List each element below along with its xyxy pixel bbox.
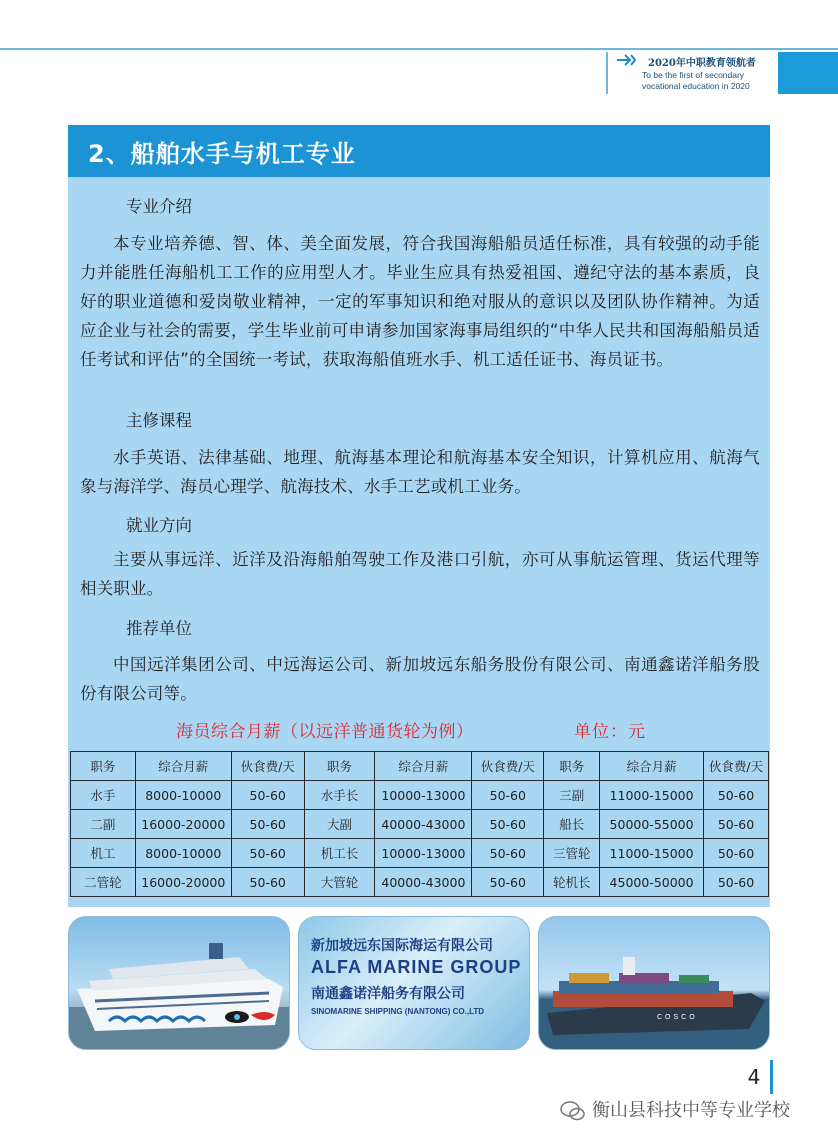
header-cell: 伙食费/天 [704,752,769,781]
salary-header-row [71,752,769,781]
table-cell: 16000-20000 [135,868,231,897]
table-cell: 机工 [71,839,136,868]
sign-line-2: ALFA MARINE GROUP [311,957,522,977]
employers-text: 中国远洋集团公司、中远海运公司、新加坡远东船务股份有限公司、南通鑫诺洋船务股份有限公司等。 [80,655,760,703]
table-cell: 三管轮 [544,839,600,868]
table-cell: 50-60 [472,810,544,839]
header-rule [0,48,838,50]
table-row [71,868,769,897]
header-accent-bar [778,52,838,94]
table-cell: 50-60 [231,868,304,897]
header-title: 2020年中职教育领航者 [648,58,756,69]
header-cell: 伙食费/天 [472,752,544,781]
table-cell: 40000-43000 [375,810,472,839]
table-cell: 二副 [71,810,136,839]
table-cell: 水手长 [304,781,375,810]
salary-table [70,751,769,897]
table-cell: 50-60 [231,810,304,839]
cruise-ship-photo [68,916,290,1050]
table-cell: 8000-10000 [135,781,231,810]
sign-line-1: 新加坡远东国际海运有限公司 [311,938,493,954]
double-arrow-icon [616,54,636,70]
table-cell: 50000-55000 [600,810,704,839]
table-cell: 大副 [304,810,375,839]
table-cell: 50-60 [704,839,769,868]
employers-heading: 推荐单位 [126,619,192,638]
header-cell: 伙食费/天 [231,752,304,781]
table-cell: 8000-10000 [135,839,231,868]
table-cell: 10000-13000 [375,781,472,810]
intro-paragraph [80,229,760,374]
table-cell: 50-60 [231,781,304,810]
courses-text: 水手英语、法律基础、地理、航海基本理论和航海基本安全知识，计算机应用、航海气象与海洋学、海员心理学、航海技术、水手工艺或机工业务。 [80,448,760,496]
table-row [71,781,769,810]
watermark-text: 衡山县科技中等专业学校 [592,1100,790,1121]
section-title: 2、船舶水手与机工专业 [88,140,356,168]
table-cell: 轮机长 [544,868,600,897]
header-cell: 职务 [304,752,375,781]
career-text: 主要从事远洋、近洋及沿海船舶驾驶工作及港口引航，亦可从事航运管理、货运代理等相关职业。 [80,550,760,598]
courses-paragraph [80,443,760,501]
salary-unit: 单位：元 [574,722,646,742]
intro-text: 本专业培养德、智、体、美全面发展，符合我国海船船员适任标准，具有较强的动手能力并能胜任海船机工工作的应用型人才。毕业生应具有热爱祖国、遵纪守法的基本素质，良好的职业道德和爱岗敬业精神，一定的军事知识和绝对服从的意识以及团队协作精神。为适应企业与社会的需要，学生毕业前可申请参加国家海事局组织的“中华人民共和国海船船员适任考试和评估”的全国统一考试，获取海船值班水手、机工适任证书、海员证书。 [80,234,760,369]
header-subtitle-2: vocational education in 2020 [642,81,750,91]
table-cell: 10000-13000 [375,839,472,868]
table-cell: 50-60 [704,781,769,810]
header-cell: 综合月薪 [375,752,472,781]
table-cell: 水手 [71,781,136,810]
table-cell: 16000-20000 [135,810,231,839]
career-heading: 就业方向 [126,516,192,535]
company-sign-photo [298,916,530,1050]
table-cell: 50-60 [704,868,769,897]
career-paragraph [80,545,760,603]
sign-line-3: 南通鑫诺洋船务有限公司 [311,986,465,1002]
table-cell: 船长 [544,810,600,839]
table-cell: 45000-50000 [600,868,704,897]
header-subtitle-1: To be the first of secondary [642,70,745,80]
table-cell: 50-60 [472,781,544,810]
page-number: 4 [747,1065,761,1089]
table-cell: 11000-15000 [600,781,704,810]
employers-paragraph [80,650,760,708]
table-row [71,810,769,839]
wechat-icon [560,1101,586,1125]
ship-hull-text: COSCO [657,1014,698,1021]
table-row [71,839,769,868]
sign-line-4: SINOMARINE SHIPPING (NANTONG) CO.,LTD [311,1007,485,1016]
table-cell: 机工长 [304,839,375,868]
intro-heading: 专业介绍 [126,197,192,216]
salary-title: 海员综合月薪（以远洋普通货轮为例） [176,722,474,742]
table-cell: 50-60 [231,839,304,868]
header-cell: 职务 [544,752,600,781]
page-number-bar [770,1060,773,1094]
table-cell: 11000-15000 [600,839,704,868]
table-cell: 50-60 [472,868,544,897]
table-cell: 大管轮 [304,868,375,897]
table-cell: 50-60 [704,810,769,839]
courses-heading: 主修课程 [126,411,192,430]
table-cell: 40000-43000 [375,868,472,897]
table-cell: 二管轮 [71,868,136,897]
header-cell: 职务 [71,752,136,781]
table-cell: 三副 [544,781,600,810]
header-cell: 综合月薪 [135,752,231,781]
container-ship-photo [538,916,770,1050]
header-cell: 综合月薪 [600,752,704,781]
table-cell: 50-60 [472,839,544,868]
